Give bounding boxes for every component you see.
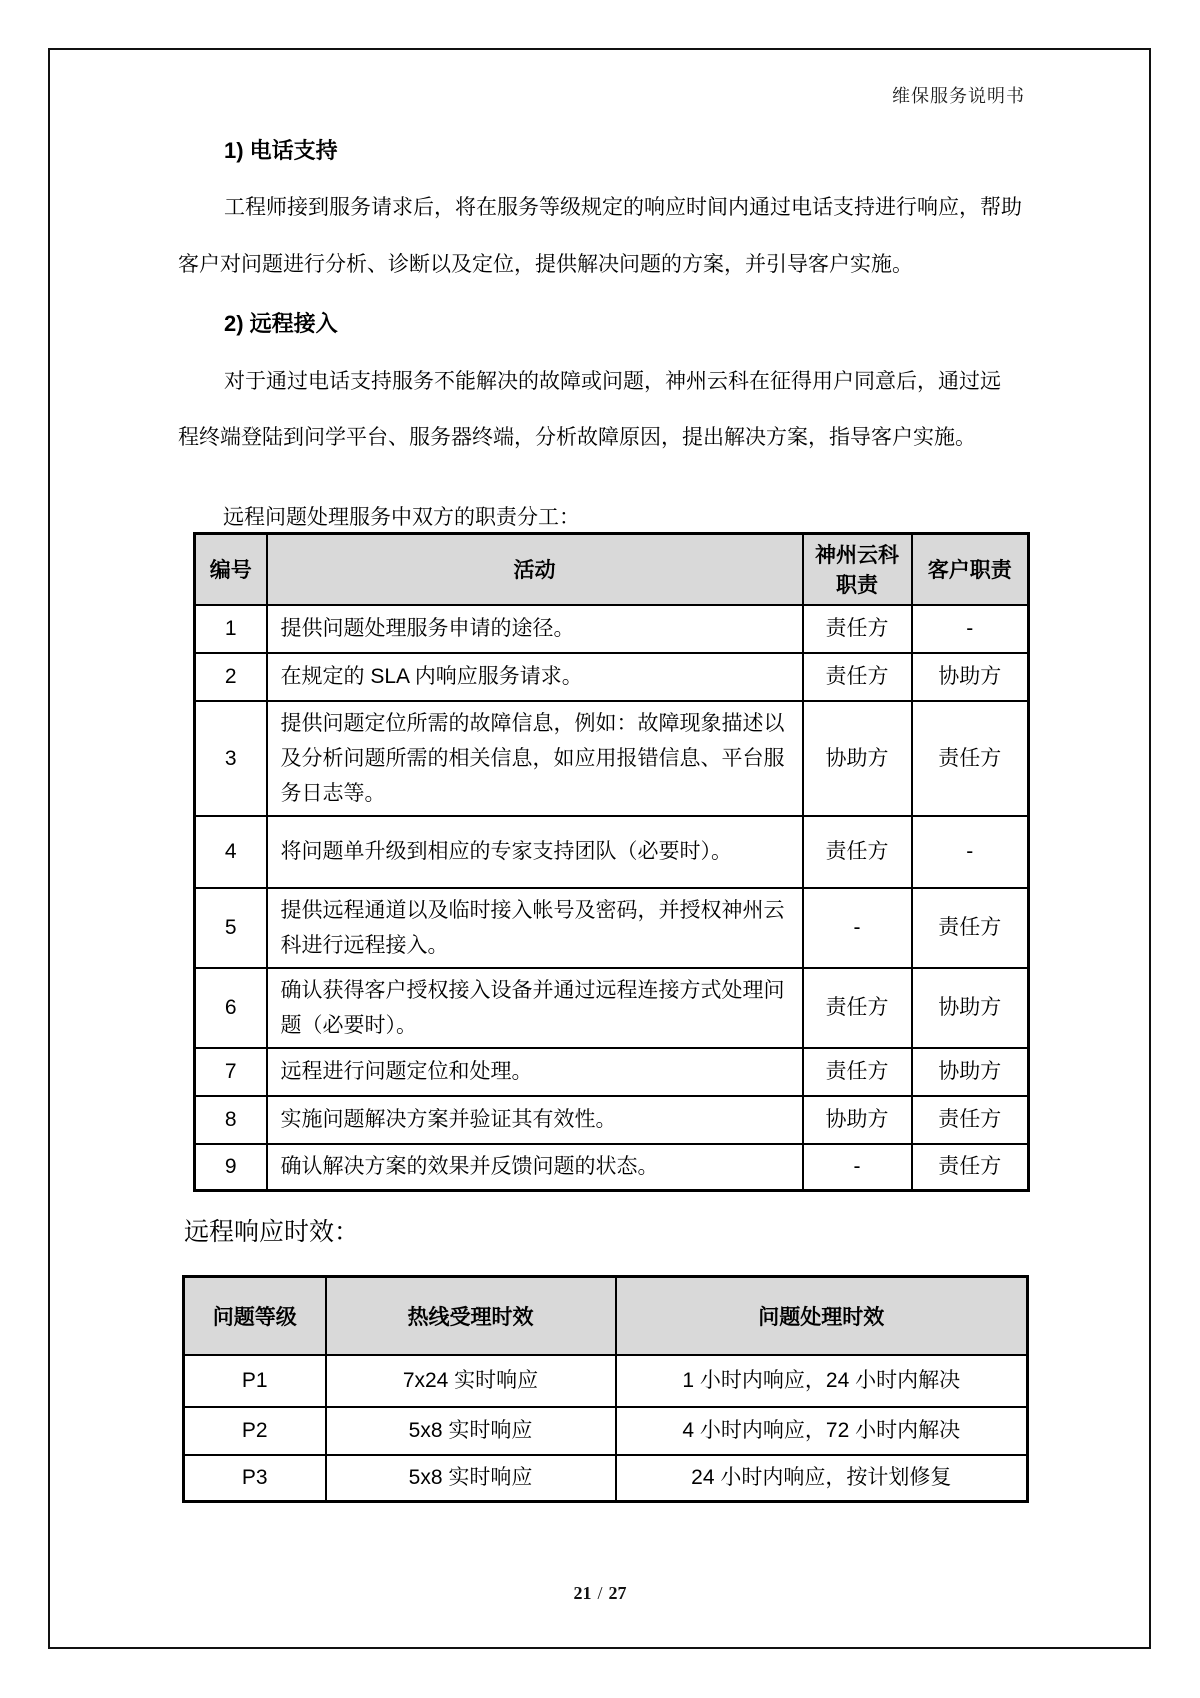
table-cell: 协助方 xyxy=(803,701,912,816)
table-cell: 1 小时内响应，24 小时内解决 xyxy=(616,1355,1028,1407)
table-cell: 1 xyxy=(195,605,267,653)
paragraph-line: 客户对问题进行分析、诊断以及定位，提供解决问题的方案，并引导客户实施。 xyxy=(178,253,913,276)
table-cell: 2 xyxy=(195,653,267,701)
table-cell: 提供问题定位所需的故障信息，例如：故障现象描述以及分析问题所需的相关信息，如应用报错信息、平台服务日志等。 xyxy=(267,701,803,816)
table-cell: 7 xyxy=(195,1048,267,1096)
table-row xyxy=(184,1455,1028,1502)
column-header: 神州云科职责 xyxy=(803,534,912,605)
section-heading-phone-support: 1) 电话支持 xyxy=(224,138,338,163)
document-header-title: 维保服务说明书 xyxy=(892,86,1025,106)
table-row xyxy=(195,653,1029,701)
table-cell: 将问题单升级到相应的专家支持团队（必要时）。 xyxy=(267,816,803,888)
table-cell: 责任方 xyxy=(803,605,912,653)
table-row xyxy=(184,1407,1028,1455)
sla-table xyxy=(182,1275,1029,1503)
table-cell: P3 xyxy=(184,1455,326,1502)
paragraph-line: 对于通过电话支持服务不能解决的故障或问题，神州云科在征得用户同意后，通过远 xyxy=(224,370,1001,393)
table-cell: 协助方 xyxy=(912,653,1029,701)
column-header: 活动 xyxy=(267,534,803,605)
table-cell: 5 xyxy=(195,888,267,968)
page-total: 27 xyxy=(608,1583,627,1603)
table-cell: 提供问题处理服务申请的途径。 xyxy=(267,605,803,653)
table-row xyxy=(195,605,1029,653)
table-cell: 24 小时内响应，按计划修复 xyxy=(616,1455,1028,1502)
table-row xyxy=(195,701,1029,816)
sla-table-intro: 远程响应时效： xyxy=(184,1218,360,1246)
table-cell: 提供远程通道以及临时接入帐号及密码，并授权神州云科进行远程接入。 xyxy=(267,888,803,968)
table-cell: 确认获得客户授权接入设备并通过远程连接方式处理问题（必要时）。 xyxy=(267,968,803,1048)
table-cell: P2 xyxy=(184,1407,326,1455)
column-header: 客户职责 xyxy=(912,534,1029,605)
table-row xyxy=(195,1144,1029,1191)
table-cell: 5x8 实时响应 xyxy=(326,1455,616,1502)
table-row xyxy=(184,1355,1028,1407)
page-separator: / xyxy=(597,1583,603,1603)
table-cell: 5x8 实时响应 xyxy=(326,1407,616,1455)
page-current: 21 xyxy=(573,1583,592,1603)
table-cell: 8 xyxy=(195,1096,267,1144)
table-cell: - xyxy=(803,888,912,968)
table-cell: 责任方 xyxy=(803,968,912,1048)
table-cell: 责任方 xyxy=(803,1048,912,1096)
table-cell: 在规定的 SLA 内响应服务请求。 xyxy=(267,653,803,701)
table-header-row xyxy=(184,1277,1028,1355)
table-row xyxy=(195,1096,1029,1144)
table-row xyxy=(195,968,1029,1048)
column-header: 问题处理时效 xyxy=(616,1277,1028,1355)
table-cell: 确认解决方案的效果并反馈问题的状态。 xyxy=(267,1144,803,1191)
table-cell: 远程进行问题定位和处理。 xyxy=(267,1048,803,1096)
page-number-footer xyxy=(0,1583,1200,1604)
table-cell: - xyxy=(912,605,1029,653)
table-cell: 责任方 xyxy=(912,701,1029,816)
table-cell: 责任方 xyxy=(912,1096,1029,1144)
responsibility-table xyxy=(193,532,1030,1192)
table-cell: 协助方 xyxy=(912,968,1029,1048)
table-row xyxy=(195,816,1029,888)
table-cell: 责任方 xyxy=(803,653,912,701)
table-cell: 4 小时内响应，72 小时内解决 xyxy=(616,1407,1028,1455)
responsibility-table-intro: 远程问题处理服务中双方的职责分工： xyxy=(223,506,580,529)
table-cell: 7x24 实时响应 xyxy=(326,1355,616,1407)
paragraph-line: 程终端登陆到问学平台、服务器终端，分析故障原因，提出解决方案，指导客户实施。 xyxy=(178,426,976,449)
table-cell: 协助方 xyxy=(912,1048,1029,1096)
table-cell: - xyxy=(912,816,1029,888)
paragraph-line: 工程师接到服务请求后，将在服务等级规定的响应时间内通过电话支持进行响应，帮助 xyxy=(224,196,1022,219)
table-cell: 责任方 xyxy=(803,816,912,888)
table-cell: 4 xyxy=(195,816,267,888)
section-heading-remote-access: 2) 远程接入 xyxy=(224,311,338,336)
table-row xyxy=(195,1048,1029,1096)
column-header: 编号 xyxy=(195,534,267,605)
table-cell: - xyxy=(803,1144,912,1191)
column-header: 热线受理时效 xyxy=(326,1277,616,1355)
table-row xyxy=(195,888,1029,968)
table-cell: 实施问题解决方案并验证其有效性。 xyxy=(267,1096,803,1144)
table-cell: 协助方 xyxy=(803,1096,912,1144)
table-cell: 责任方 xyxy=(912,888,1029,968)
table-cell: 3 xyxy=(195,701,267,816)
table-cell: 9 xyxy=(195,1144,267,1191)
table-cell: 责任方 xyxy=(912,1144,1029,1191)
column-header: 问题等级 xyxy=(184,1277,326,1355)
table-header-row xyxy=(195,534,1029,605)
table-cell: P1 xyxy=(184,1355,326,1407)
table-cell: 6 xyxy=(195,968,267,1048)
